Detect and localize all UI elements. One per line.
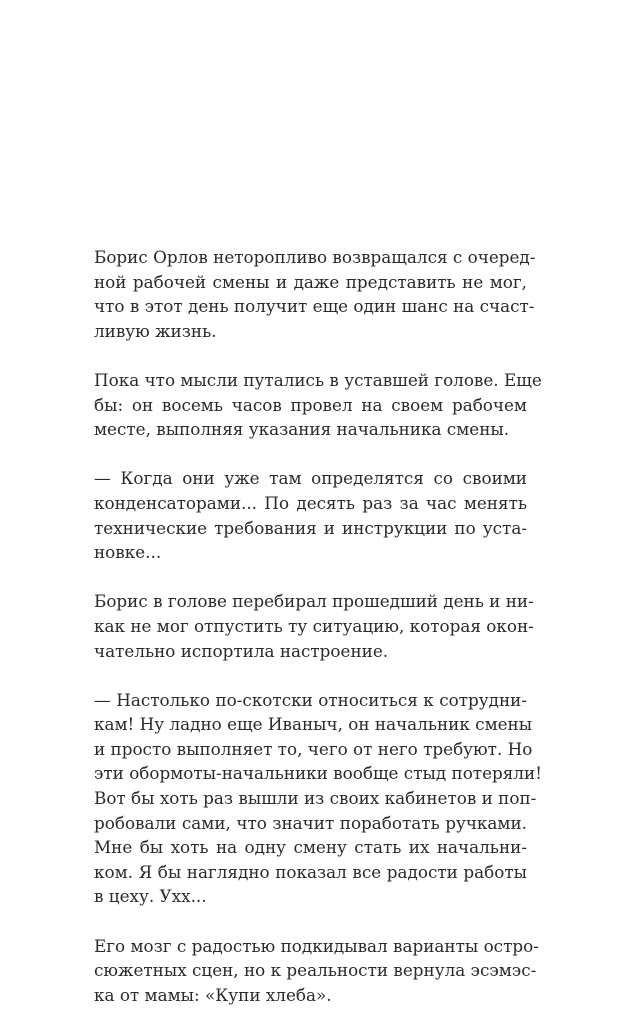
text-line: конденсаторами... По десять раз за час менять [94,492,527,513]
paragraph [94,688,542,909]
paragraph [94,466,527,564]
text-line: бы: он восемь часов провел на своем рабочем [94,394,527,415]
text-line: Борис в голове перебирал прошедший день и ни- [94,591,534,612]
text-line: — Когда они уже там определятся со своими [94,468,527,489]
text-line: Борис Орлов неторопливо возвращался с очеред- [94,247,536,267]
text-line: Вот бы хоть раз вышли из своих кабинетов и поп- [94,788,537,809]
paragraph [94,589,534,663]
text-line: что в этот день получит еще один шанс на счаст- [94,296,535,317]
text-line: новке... [94,542,162,563]
text-line: и просто выполняет то, чего от него требуют. Но [94,738,533,759]
page-text [94,245,542,1032]
text-line: — Настолько по-скотски относиться к сотрудни- [94,689,527,710]
text-line: Его мозг с радостью подкидывал варианты остро- [94,935,539,956]
text-line: ной рабочей смены и даже представить не мог, [94,271,527,292]
text-line: ком. Я бы наглядно показал все радости работы [94,861,527,882]
text-line: кам! Ну ладно еще Иваныч, он начальник смены [94,714,533,735]
text-line: как не мог отпустить ту ситуацию, которая окон- [94,615,534,636]
text-line: в цеху. Ухх... [94,886,207,907]
text-line: сюжетных сцен, но к реальности вернула эсэмэс- [94,960,537,981]
text-line: чательно испортила настроение. [94,640,389,661]
text-line: ка от мамы: «Купи хлеба». [94,984,332,1005]
text-line: Мне бы хоть на одну смену стать их начальни- [94,837,527,858]
text-line: Пока что мысли путались в уставшей голове. Еще [94,369,542,390]
paragraph [94,245,536,343]
text-line: месте, выполняя указания начальника смены. [94,419,510,440]
text-line: робовали сами, что значит поработать ручками. [94,812,527,833]
paragraph [94,368,542,442]
text-line: эти обормоты-начальники вообще стыд потеряли! [94,763,542,784]
paragraph [94,934,539,1008]
text-line: ливую жизнь. [94,320,217,341]
text-line: технические требования и инструкции по уста- [94,517,527,538]
